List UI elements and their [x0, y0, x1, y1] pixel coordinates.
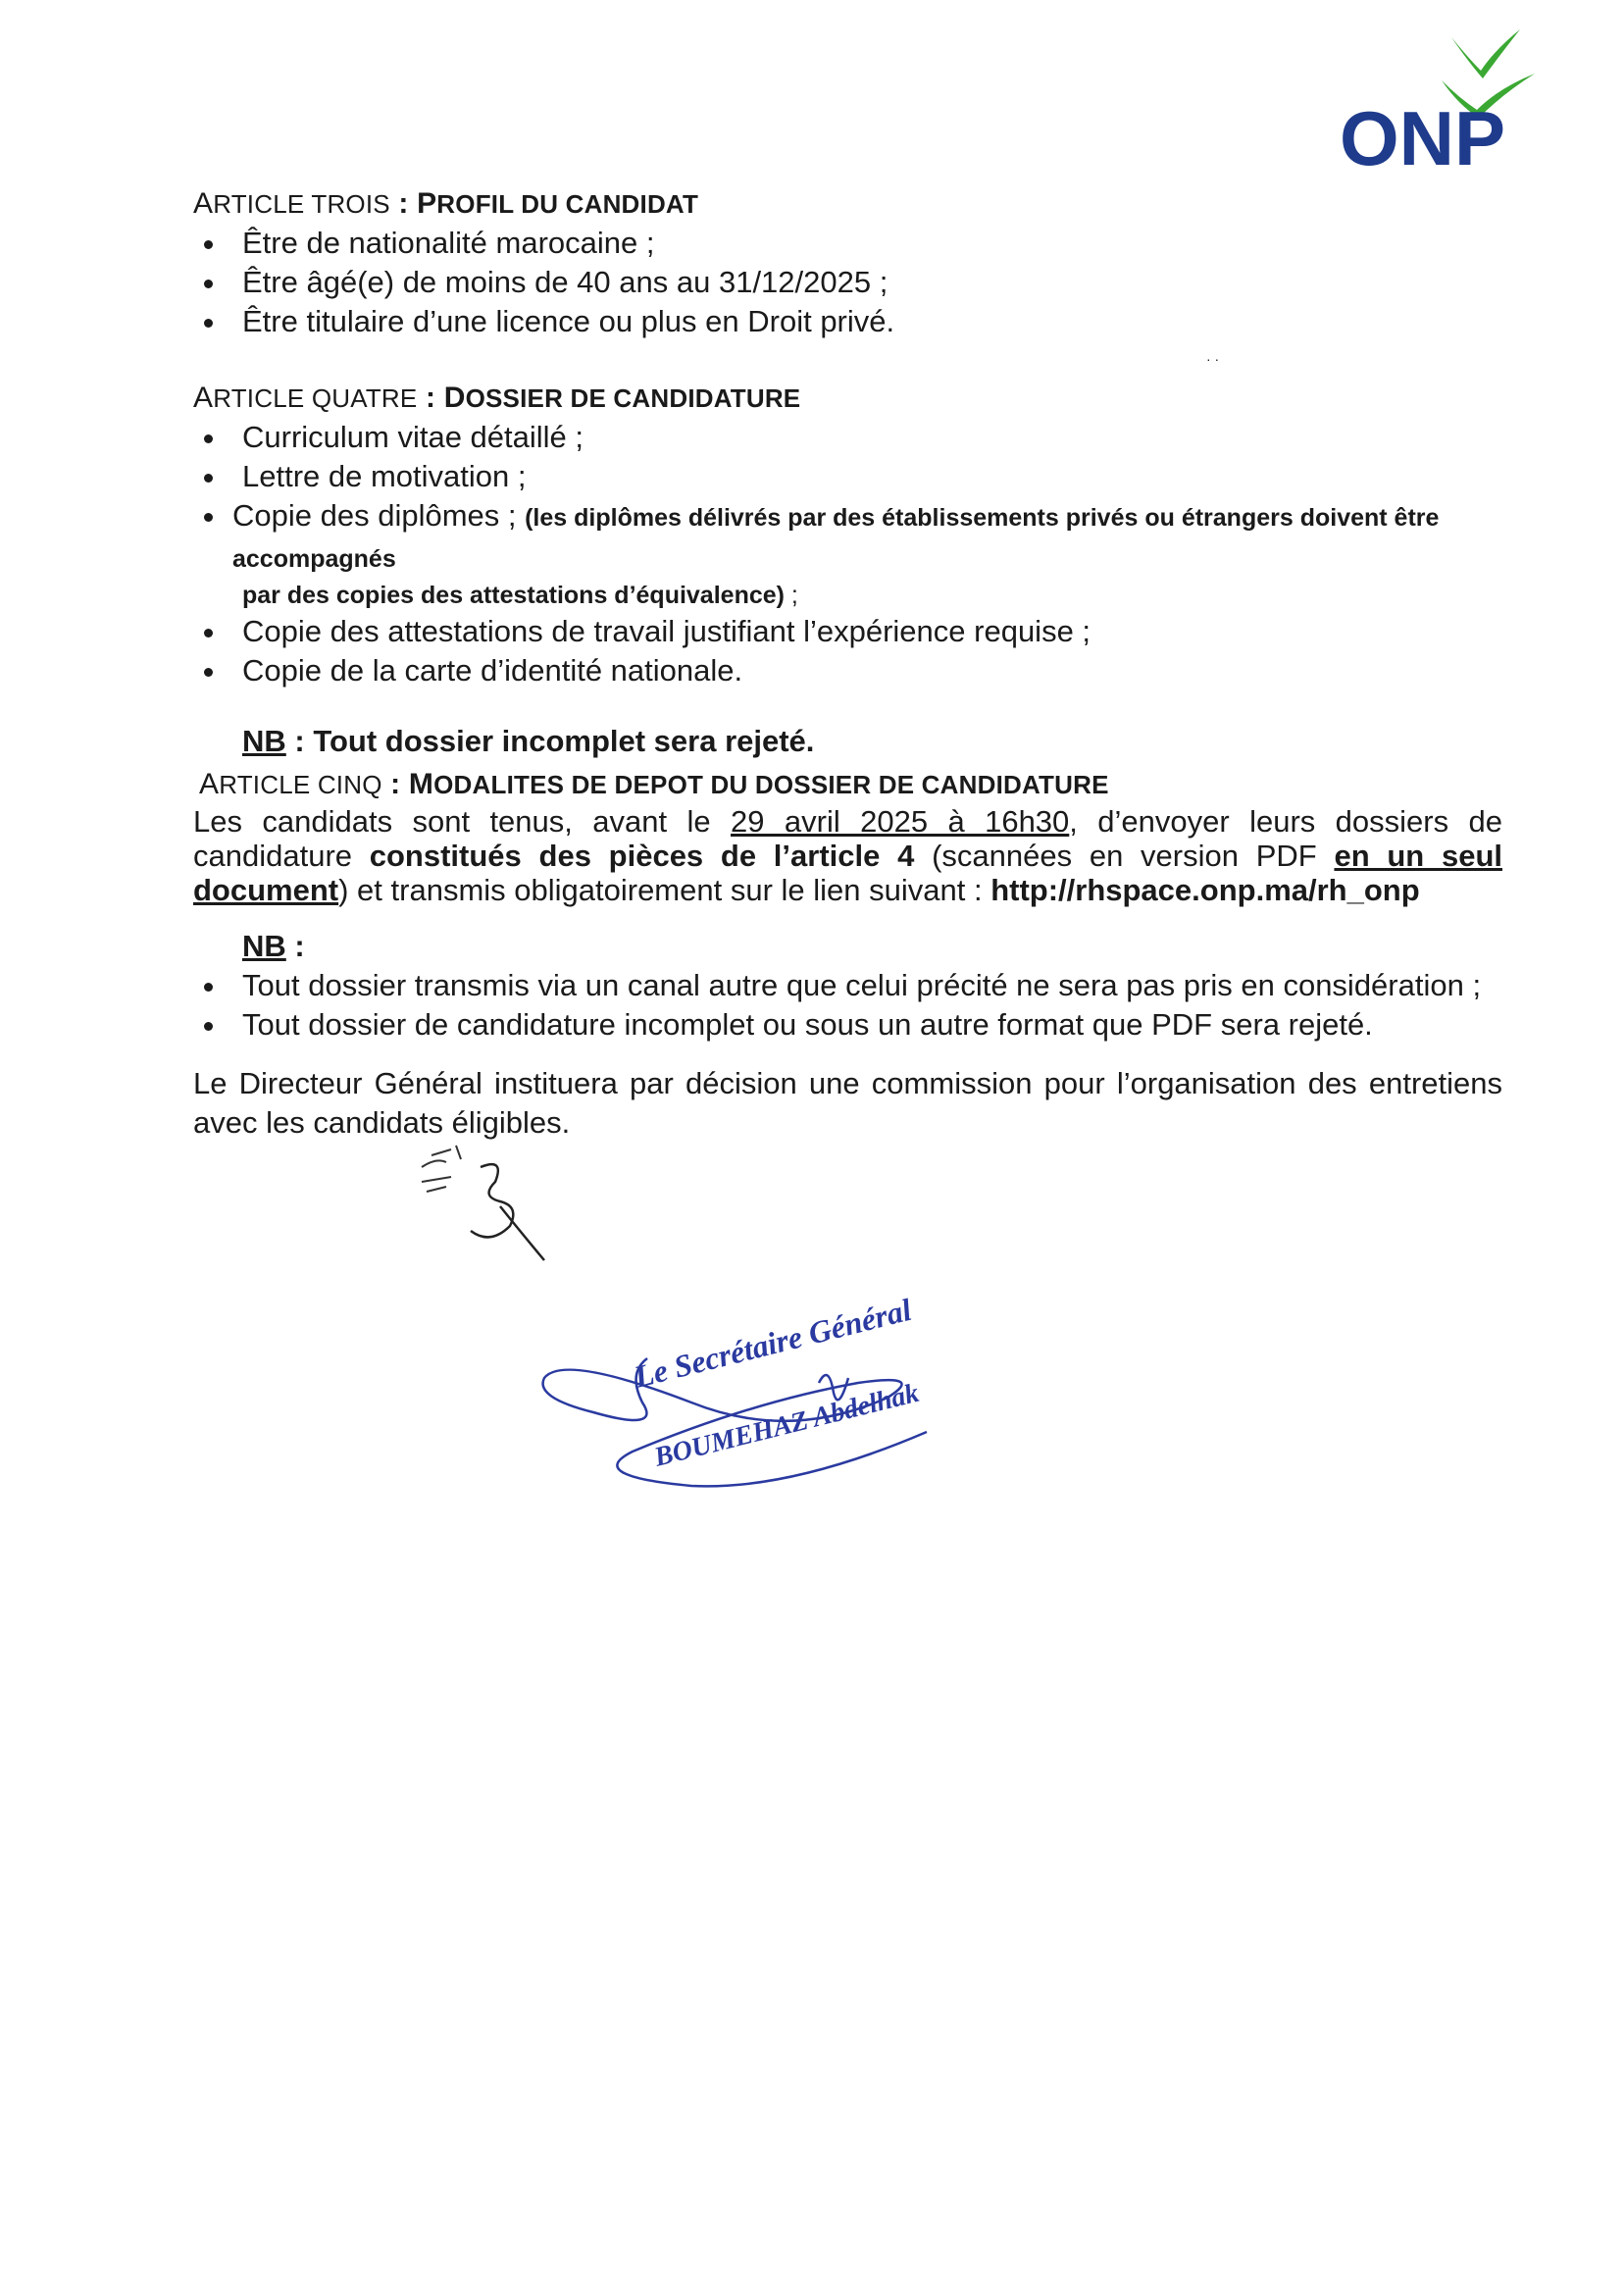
article-5-heading: ARTICLE CINQ : MODALITES DE DEPOT DU DOSSIER DE CANDIDATURE	[199, 768, 1109, 800]
application-file-list-continued	[193, 612, 1502, 690]
list-item: Lettre de motivation ;	[193, 457, 1502, 496]
application-link[interactable]: http://rhspace.onp.ma/rh_onp	[990, 873, 1420, 907]
application-file-list	[193, 418, 1502, 579]
deadline-date: 29 avril 2025 à 16h30	[731, 804, 1070, 839]
article-4-heading: ARTICLE QUATRE : DOSSIER DE CANDIDATURE	[193, 382, 801, 414]
list-item: Copie des diplômes ; (les diplômes délivrés par des établissements privés ou étrangers doivent être accompagnés	[193, 496, 1502, 579]
list-item: Copie des attestations de travail justifiant l’expérience requise ;	[193, 612, 1502, 651]
list-item: Copie de la carte d’identité nationale.	[193, 651, 1502, 690]
list-item: Curriculum vitae détaillé ;	[193, 418, 1502, 457]
list-item: Être titulaire d’une licence ou plus en Droit privé.	[193, 302, 1502, 341]
candidate-profile-list	[193, 224, 1502, 341]
article-5-nb-list	[193, 966, 1502, 1045]
scan-dots: · ·	[1206, 351, 1220, 367]
onp-logo	[1334, 20, 1551, 171]
article-5	[193, 765, 1502, 1143]
closing-paragraph: Le Directeur Général instituera par décision une commission pour l’organisation des entretiens avec les candidats éligibles.	[193, 1066, 1502, 1140]
article-3	[193, 184, 1502, 341]
handwritten-initials	[412, 1138, 559, 1265]
article-5-nb: NB :	[242, 929, 305, 963]
svg-text:Le Secrétaire Général: Le Secrétaire Général	[630, 1291, 915, 1395]
article-4	[193, 379, 1502, 761]
signature-stamp	[534, 1265, 1005, 1501]
list-item: Être âgé(e) de moins de 40 ans au 31/12/2025 ;	[193, 263, 1502, 302]
svg-text:ONP: ONP	[1340, 95, 1506, 171]
article-3-heading: ARTICLE TROIS : PROFIL DU CANDIDAT	[193, 187, 699, 220]
article-5-paragraph: Les candidats sont tenus, avant le 29 avril 2025 à 16h30, d’envoyer leurs dossiers de candidature constitués des pièces de l’article 4 (scannées en version PDF en un seul document) et transmis obligatoirement sur le lien suivant : http://rhspace.onp.ma/rh_onp	[193, 804, 1502, 907]
svg-text:BOUMEHAZ Abdelhak: BOUMEHAZ Abdelhak	[651, 1377, 923, 1473]
article-4-nb: NB : Tout dossier incomplet sera rejeté.	[242, 724, 815, 758]
list-item: Être de nationalité marocaine ;	[193, 224, 1502, 263]
list-item: Tout dossier transmis via un canal autre que celui précité ne sera pas pris en considération ;	[193, 966, 1502, 1005]
diplomes-note-continuation: par des copies des attestations d’équivalence) ;	[242, 582, 798, 609]
list-item: Tout dossier de candidature incomplet ou sous un autre format que PDF sera rejeté.	[193, 1005, 1502, 1045]
